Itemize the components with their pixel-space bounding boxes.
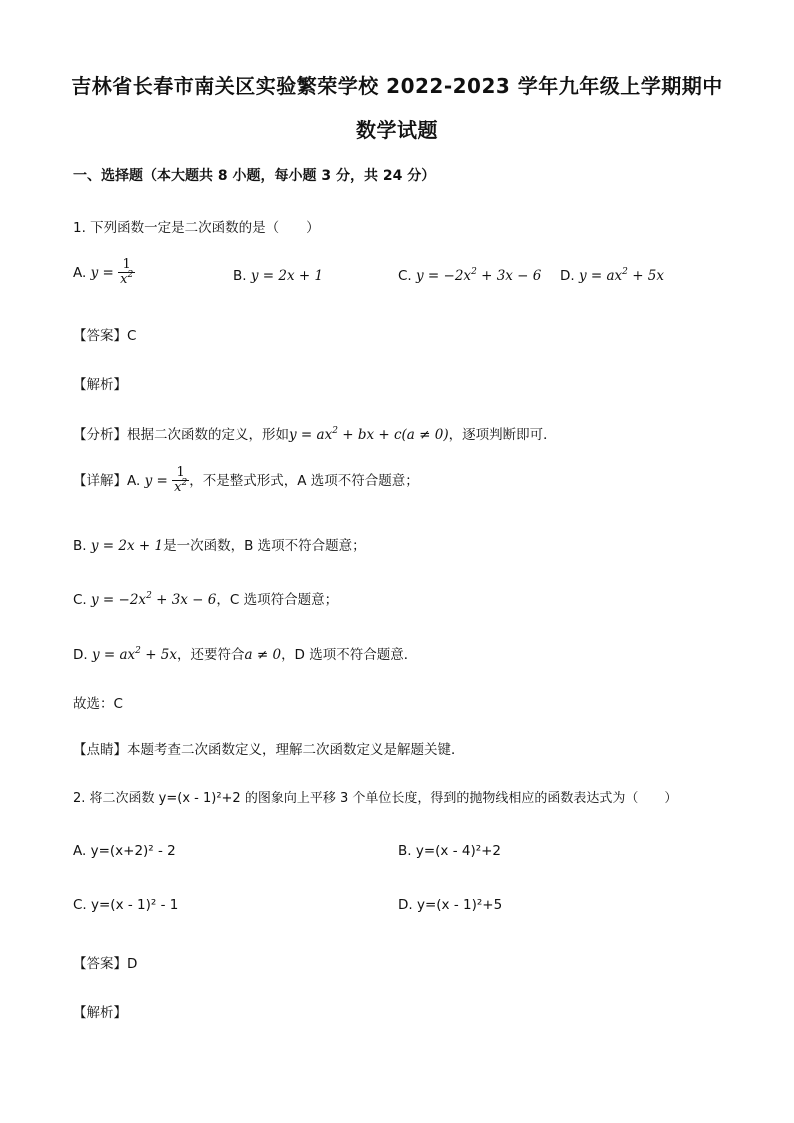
fenxi-expression-part2: + bx + c <box>337 427 402 443</box>
detail-c-label: C. <box>73 592 87 608</box>
detail-d-expression-part2: + 5x <box>140 647 178 663</box>
detail-d-text: ，还要符合 <box>177 647 245 663</box>
final-choice: 故选：C <box>73 696 123 712</box>
detail-fraction: $\frac{1}{x^2}$ <box>174 465 188 496</box>
question-2-stem: 2. 将二次函数 y=(x - 1)²+2 的图象向上平移 3 个单位长度，得到的抛物线相应的函数表达式为（ ） <box>73 791 678 806</box>
option-label: A. <box>73 264 87 281</box>
question-1-option-d: D. $y = ax^2 + 5x$ <box>560 267 665 284</box>
document-subtitle: 数学试题 <box>356 118 438 142</box>
option-d-expression-part2: + 5x <box>627 268 665 284</box>
answer-label: 【答案】C <box>73 328 137 344</box>
fraction-denominator: x <box>174 480 182 496</box>
option-label: B. <box>233 268 247 284</box>
detail-b-expression: y = 2x + 1 <box>90 538 164 554</box>
option-label: C. <box>398 268 412 284</box>
question-1-stem: 1. 下列函数一定是二次函数的是（ ） <box>73 220 320 236</box>
analysis-label: 【解析】 <box>73 377 127 393</box>
option-label: D. <box>560 268 575 284</box>
document-title: 吉林省长春市南关区实验繁荣学校 2022-2023 学年九年级上学期期中 <box>71 74 723 98</box>
answer-label-2: 【答案】D <box>73 956 138 972</box>
option-a-lhs: y = <box>90 264 114 281</box>
fenxi-text-end: ，逐项判断即可． <box>448 427 557 443</box>
question-1-option-c: C. $y = -2x^2 + 3x - 6$ <box>398 267 542 284</box>
detail-b-label: B. <box>73 538 87 554</box>
question-1-option-a <box>73 258 135 288</box>
section-heading: 一、选择题（本大题共 8 小题，每小题 3 分，共 24 分） <box>73 168 436 184</box>
option-d-expression-part1: y = ax <box>578 268 623 284</box>
fenxi-condition: (a ≠ 0) <box>401 427 449 443</box>
fraction-numerator: 1 <box>118 258 135 273</box>
option-b-expression: y = 2x + 1 <box>250 268 324 284</box>
fenxi-expression-part1: y = ax <box>289 427 333 443</box>
detail-a <box>73 466 419 496</box>
option-c-expression-part2: + 3x − 6 <box>476 268 542 284</box>
fraction-numerator: 1 <box>172 466 189 481</box>
detail-d: D. $y = ax^2 + 5x$，还要符合a ≠ 0，D 选项不符合题意． <box>73 646 418 663</box>
detail-c-expression-part1: y = −2x <box>91 592 147 608</box>
fenxi-text: 【分析】根据二次函数的定义，形如 <box>73 427 289 443</box>
analysis-fenxi: 【分析】根据二次函数的定义，形如$y = ax^2$ + bx + c(a ≠ 0)，逐项判断即可． <box>73 426 557 443</box>
analysis-label-2: 【解析】 <box>73 1005 127 1021</box>
question-1-option-b <box>233 268 323 284</box>
dianjing-comment: 【点睛】本题考查二次函数定义，理解二次函数定义是解题关键． <box>73 742 465 758</box>
option-c-expression-part1: y = −2x <box>416 268 472 284</box>
detail-b <box>73 534 366 554</box>
detail-c-expression-part2: + 3x − 6 <box>151 592 217 608</box>
detail-text: ，不是整式形式，A 选项不符合题意； <box>189 472 419 489</box>
detail-d-condition: a ≠ 0 <box>244 647 282 663</box>
question-2-option-a: A. y=(x+2)² - 2 <box>73 843 176 859</box>
question-2-option-b: B. y=(x - 4)²+2 <box>398 843 502 859</box>
fraction-denominator: x <box>120 272 128 288</box>
detail-label: 【详解】A. <box>73 472 141 489</box>
question-2-option-d: D. y=(x - 1)²+5 <box>398 897 503 913</box>
question-2-option-c: C. y=(x - 1)² - 1 <box>73 897 179 913</box>
detail-d-text-end: ，D 选项不符合题意． <box>281 647 418 663</box>
detail-b-text: 是一次函数，B 选项不符合题意； <box>163 538 366 554</box>
detail-lhs: y = <box>144 472 168 489</box>
detail-c-text: ，C 选项符合题意； <box>216 592 339 608</box>
detail-d-label: D. <box>73 647 88 663</box>
detail-c: C. $y = -2x^2 + 3x - 6$，C 选项符合题意； <box>73 591 339 608</box>
option-a-fraction: $\frac{1}{x^2}$ <box>120 257 134 288</box>
detail-d-expression-part1: y = ax <box>91 647 136 663</box>
